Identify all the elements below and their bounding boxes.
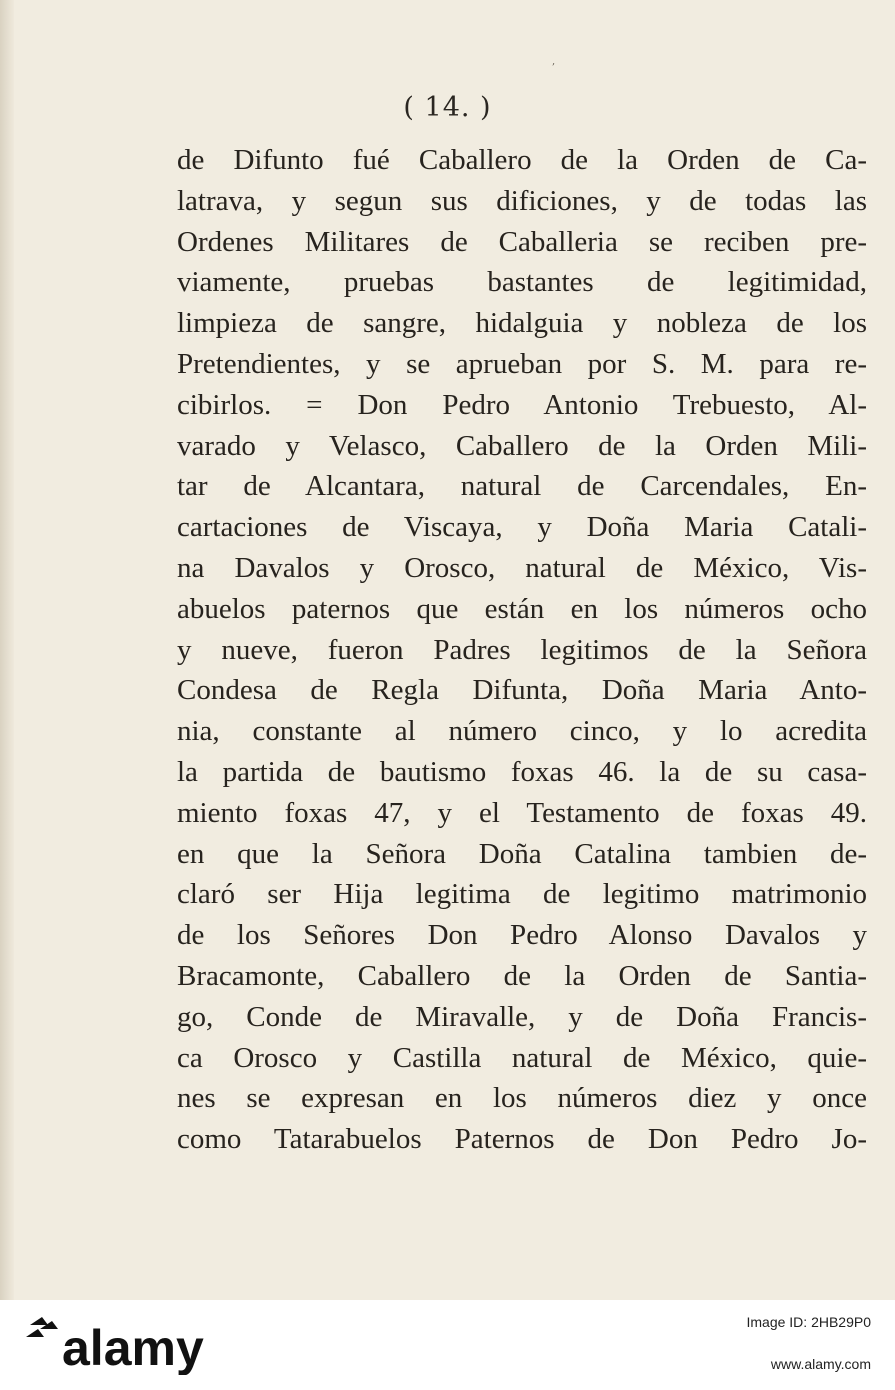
text-line: como Tatarabuelos Paternos de Don Pedro Jo- <box>177 1123 867 1156</box>
text-line: cibirlos. = Don Pedro Antonio Trebuesto, Al- <box>177 388 867 421</box>
text-line: la partida de bautismo foxas 46. la de su casa- <box>177 755 867 788</box>
text-line: Condesa de Regla Difunta, Doña Maria Anto- <box>177 674 867 707</box>
text-line: latrava, y segun sus dificiones, y de todas las <box>177 184 867 217</box>
text-line: miento foxas 47, y el Testamento de foxas 49. <box>177 796 867 829</box>
text-line: de Difunto fué Caballero de la Orden de Ca- <box>177 144 867 176</box>
text-line: tar de Alcantara, natural de Carcendales, En- <box>177 470 867 503</box>
text-line: Ordenes Militares de Caballeria se reciben pre- <box>177 225 867 258</box>
text-line: claró ser Hija legitima de legitimo matrimonio <box>177 878 867 911</box>
page-gutter-edge <box>0 0 14 1300</box>
text-line: nia, constante al número cinco, y lo acredita <box>177 715 867 748</box>
text-line: limpieza de sangre, hidalguia y nobleza de los <box>177 307 867 340</box>
stock-watermark <box>0 1300 895 1390</box>
alamy-logo <box>22 1315 282 1375</box>
text-line: y nueve, fueron Padres legitimos de la Señora <box>177 633 867 666</box>
body-text <box>177 140 867 1160</box>
text-line: ca Orosco y Castilla natural de México, quie- <box>177 1041 867 1074</box>
text-line: Bracamonte, Caballero de la Orden de Santia- <box>177 959 867 992</box>
text-line: viamente, pruebas bastantes de legitimidad, <box>177 266 867 299</box>
page-number: ( 14. ) <box>403 92 492 123</box>
text-line: abuelos paternos que están en los números ocho <box>177 592 867 625</box>
text-line: cartaciones de Viscaya, y Doña Maria Catali- <box>177 511 867 544</box>
image-id-label: Image ID: 2HB29P0 <box>746 1314 871 1330</box>
text-line: varado y Velasco, Caballero de la Orden Mili- <box>177 429 867 462</box>
text-line: nes se expresan en los números diez y once <box>177 1082 867 1115</box>
ink-speck: , <box>552 56 556 67</box>
text-line: na Davalos y Orosco, natural de México, Vis- <box>177 551 867 584</box>
site-url: www.alamy.com <box>770 1356 871 1372</box>
text-line: de los Señores Don Pedro Alonso Davalos y <box>177 919 867 952</box>
text-line: en que la Señora Doña Catalina tambien de- <box>177 837 867 870</box>
text-line: Pretendientes, y se aprueban por S. M. para re- <box>177 347 867 380</box>
text-line: go, Conde de Miravalle, y de Doña Francis- <box>177 1000 867 1033</box>
svg-text:alamy: alamy <box>62 1320 204 1375</box>
